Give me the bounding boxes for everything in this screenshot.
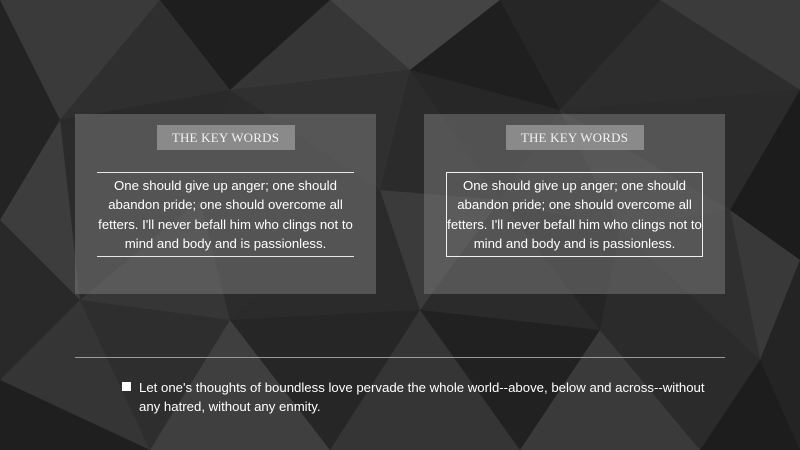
bullet-item	[122, 378, 722, 416]
divider	[75, 357, 725, 358]
bullet-text: Let one's thoughts of boundless love pervade the whole world--above, below and across--without any hatred, without any enmity.	[139, 380, 705, 414]
keywords-card-right	[424, 114, 725, 294]
card-title: THE KEY WORDS	[506, 125, 644, 150]
card-title: THE KEY WORDS	[157, 125, 295, 150]
bullet-square-icon	[122, 382, 131, 391]
card-body-text: One should give up anger; one should abandon pride; one should overcome all fetters. I'll never befall him who clings not to mind and body and is passionless.	[97, 172, 354, 257]
card-body-text: One should give up anger; one should abandon pride; one should overcome all fetters. I'll never befall him who clings not to mind and body and is passionless.	[446, 172, 703, 257]
keywords-card-left	[75, 114, 376, 294]
